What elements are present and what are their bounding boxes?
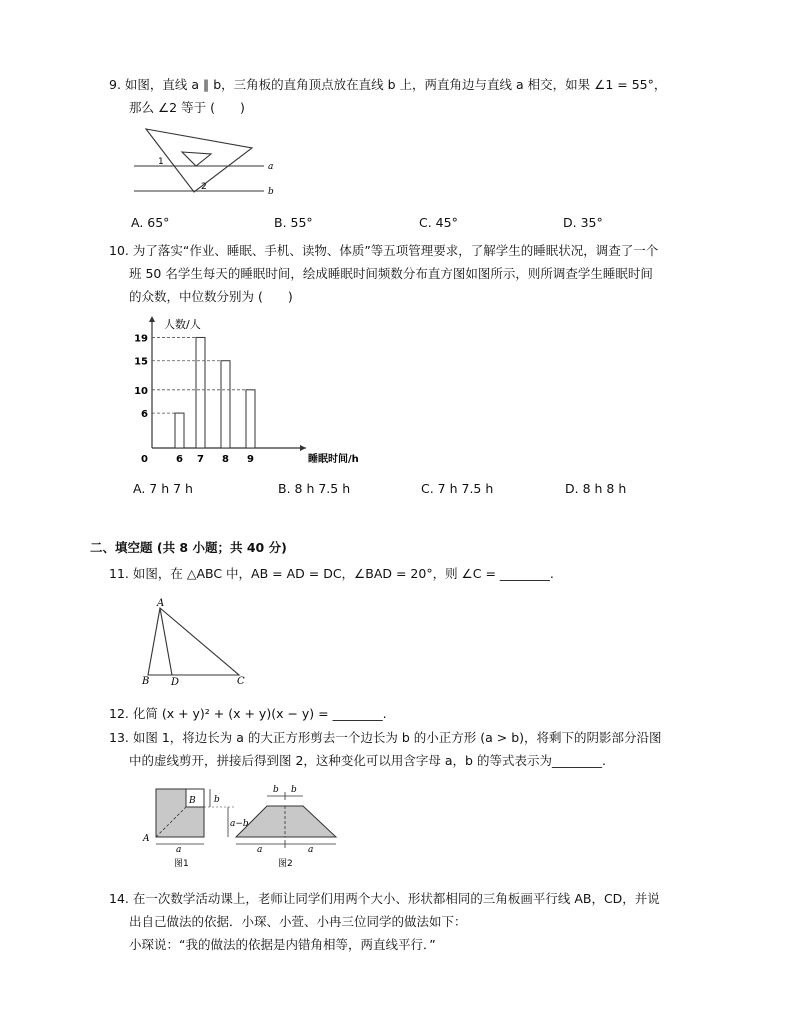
y-axis-label: 人数/人 <box>164 318 201 331</box>
vertex-d-label: D <box>171 677 180 688</box>
vertex-b-label: B <box>142 676 150 687</box>
section-2-title: 二、填空题 (共 8 小题；共 40 分) <box>90 540 287 555</box>
x-tick-6: 6 <box>176 454 183 465</box>
y-axis-arrow <box>149 316 155 322</box>
q13-line1: 13. 如图 1，将边长为 a 的大正方形剪去一个边长为 b 的小正方形 (a > b)，将剩下的阴影部分沿图 <box>109 730 662 745</box>
q13-figure <box>140 782 360 872</box>
y-tick-19: 19 <box>134 333 148 345</box>
q10-option-b: B. 8 h 7.5 h <box>278 481 351 496</box>
q9-option-a: A. 65° <box>131 215 170 230</box>
q10-line1: 10. 为了落实“作业、睡眠、手机、读物、体质”等五项管理要求，了解学生的睡眠状况，调查了一个 <box>109 243 659 258</box>
q14-line3: 小琛说：“我的做法的依据是内错角相等，两直线平行．” <box>129 937 436 952</box>
bar-9 <box>246 390 255 448</box>
figure1-amb-label: a−b <box>230 819 249 829</box>
figure1-b-label: b <box>214 795 220 805</box>
segment-ad <box>160 608 172 675</box>
figure2-b-label-right: b <box>291 785 297 795</box>
q9-figure <box>132 124 282 202</box>
label-b: b <box>268 187 274 197</box>
figure1-B-label: B <box>189 796 196 806</box>
figure2-caption: 图2 <box>278 859 293 869</box>
bar-8 <box>221 361 230 448</box>
q10-option-d: D. 8 h 8 h <box>565 481 627 496</box>
bar-7 <box>196 337 205 448</box>
x-tick-9: 9 <box>247 454 254 465</box>
figure1-caption: 图1 <box>174 859 189 869</box>
y-tick-6: 6 <box>141 409 148 421</box>
figure1-a-label: a <box>176 845 182 855</box>
figure1-A-label: A <box>143 834 150 844</box>
x-axis-label: 睡眠时间/h <box>308 454 359 465</box>
x-tick-8: 8 <box>222 454 229 465</box>
q10-line3: 的众数，中位数分别为 ( ) <box>129 289 293 304</box>
angle-2-label: 2 <box>201 182 207 192</box>
q14-line1: 14. 在一次数学活动课上，老师让同学们用两个大小、形状都相同的三角板画平行线 AB，CD，并说 <box>109 891 660 906</box>
y-tick-15: 15 <box>134 356 148 368</box>
q9-option-b: B. 55° <box>274 215 313 230</box>
x-axis-arrow <box>300 445 306 451</box>
triangle-ruler-hole <box>182 152 211 166</box>
figure2-trapezoid <box>236 806 336 837</box>
q11-figure <box>140 596 250 688</box>
q9-line1: 9. 如图，直线 a ∥ b，三角板的直角顶点放在直线 b 上，两直角边与直线 a 相交，如果 ∠1 = 55°， <box>109 77 667 92</box>
figure2-a-label-left: a <box>257 845 263 855</box>
q10-histogram <box>130 312 390 472</box>
y-tick-10: 10 <box>134 385 148 397</box>
q11-text: 11. 如图，在 △ABC 中，AB = AD = DC，∠BAD = 20°，则 ∠C = ________. <box>109 566 554 581</box>
origin-label: 0 <box>141 454 148 465</box>
x-tick-7: 7 <box>197 454 204 465</box>
q10-line2: 班 50 名学生每天的睡眠时间，绘成睡眠时间频数分布直方图如图所示，则所调查学生睡眠时间 <box>129 266 653 281</box>
bar-6 <box>175 413 184 448</box>
figure2-b-label-left: b <box>273 785 279 795</box>
vertex-c-label: C <box>237 676 245 687</box>
q13-line2: 中的虚线剪开，拼接后得到图 2，这种变化可以用含字母 a，b 的等式表示为________. <box>129 753 606 768</box>
q14-line2: 出自己做法的依据．小琛、小萱、小冉三位同学的做法如下： <box>129 914 467 929</box>
figure2-a-label-right: a <box>308 845 314 855</box>
vertex-a-label: A <box>157 598 165 609</box>
angle-1-label: 1 <box>158 157 164 167</box>
q10-option-a: A. 7 h 7 h <box>133 481 193 496</box>
q9-line2: 那么 ∠2 等于 ( ) <box>129 100 245 115</box>
label-a: a <box>268 162 274 172</box>
q9-option-c: C. 45° <box>419 215 458 230</box>
q9-option-d: D. 35° <box>563 215 603 230</box>
q10-option-c: C. 7 h 7.5 h <box>421 481 494 496</box>
q12-text: 12. 化简 (x + y)² + (x + y)(x − y) = ________. <box>109 706 387 721</box>
